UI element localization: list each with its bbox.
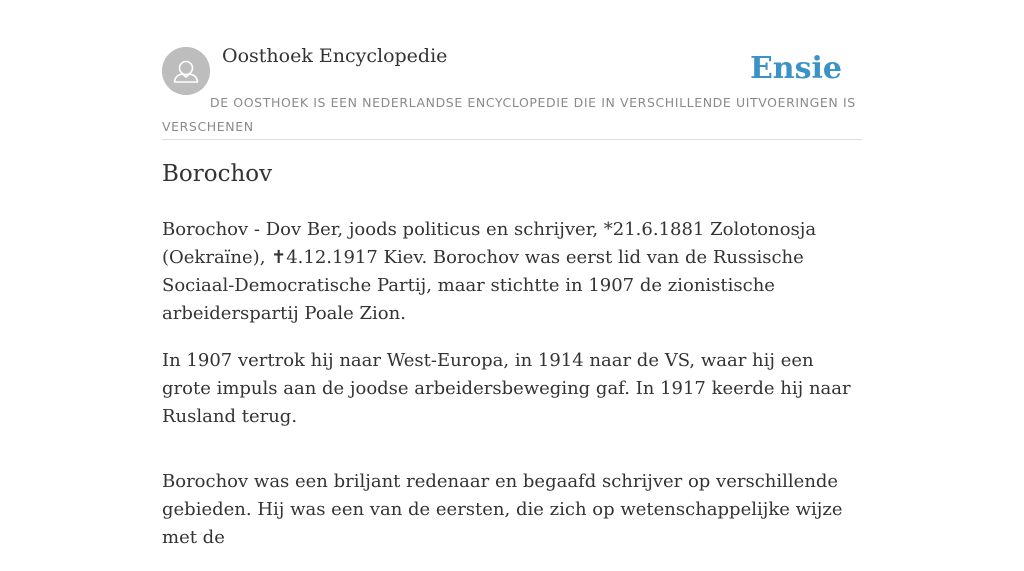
content-container [162,0,862,548]
article-title: Borochov [162,161,273,187]
site-tagline: DE OOSTHOEK IS EEN NEDERLANDSE ENCYCLOPEDIE DIE IN VERSCHILLENDE UITVOERINGEN IS VERSCHENEN [162,95,856,134]
user-silhouette-icon[interactable] [162,47,210,95]
article-paragraph: Borochov was een briljant redenaar en begaafd schrijver op verschillende gebieden. Hij was een van de eersten, die zich op wetenschappelijke wijze met de [162,471,843,548]
site-header [162,0,862,140]
article-paragraph: In 1907 vertrok hij naar West-Europa, in 1914 naar de VS, waar hij een grote impuls aan de joodse arbeidersbeweging gaf. In 1917 keerde hij naar Rusland terug. [162,350,851,427]
article-body [162,216,864,571]
article-paragraph: Borochov - Dov Ber, joods politicus en schrijver, *21.6.1881 Zolotonosja (Oekraïne), ✝4.12.1917 Kiev. Borochov was eerst lid van de Russische Sociaal-Democratische Partij, maar stichtte in 1907 de zionistische arbeiderspartij Poale Zion. [162,219,817,324]
ensie-logo-link[interactable]: Ensie [749,51,842,86]
site-name[interactable]: Oosthoek Encyclopedie [222,45,448,67]
